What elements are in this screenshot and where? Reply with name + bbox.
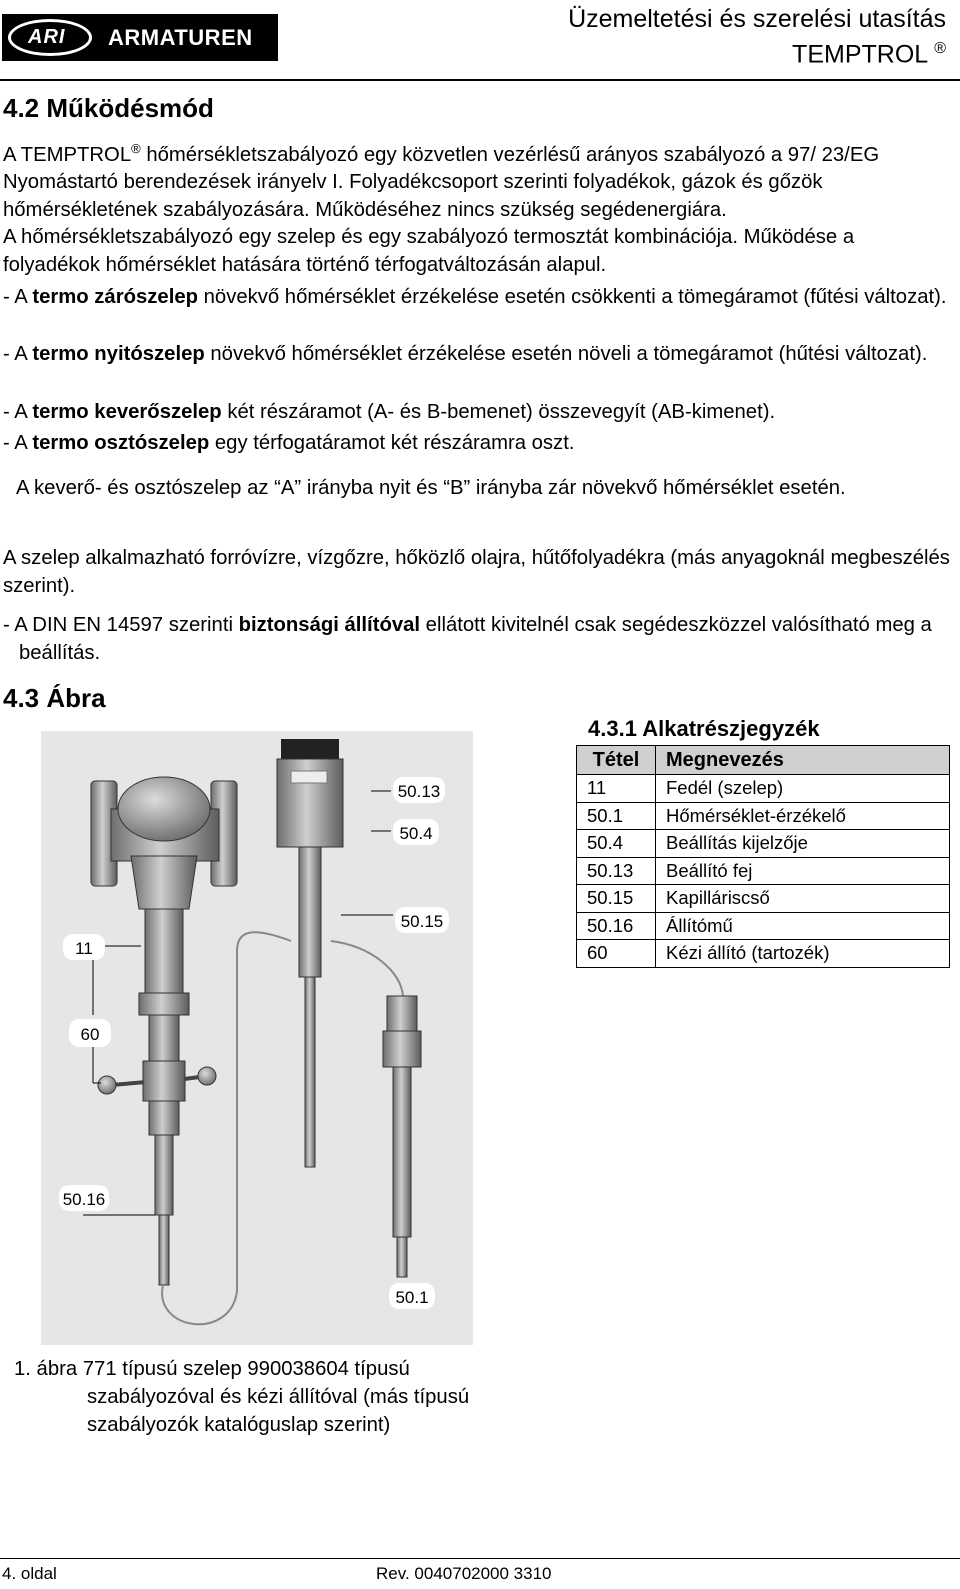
list-item: - A termo osztószelep egy térfogatáramot két részáramra oszt. [3, 432, 575, 454]
list-item: - A termo zárószelep növekvő hőmérséklet érzékelése esetén csökkenti a tömegáramot (fűtési változat). [3, 286, 947, 308]
caption-line: 1. ábra 771 típusú szelep 990038604 típusú [14, 1358, 410, 1380]
product-name-text: TEMPTROL [792, 40, 928, 69]
parts-table [576, 745, 950, 968]
document-title-line: Üzemeltetési és szerelési utasítás [568, 5, 946, 33]
intro-text-a: A TEMPTROL [3, 143, 132, 166]
intro-text-b: hőmérsékletszabályozó egy közvetlen vezérlésű arányos szabályozó a 97/ 23/EG Nyomástartó berendezések irányelv I. Folyadékcsoport szerinti folyadékok, gázok és gőzök hőmérsékletének szabályozására. Működéséhez nincs szükség segédenergiára. [3, 143, 880, 221]
list-item: - A termo keverőszelep két részáramot (A- és B-bemenet) összevegyít (AB-kimenet). [3, 401, 776, 423]
figure-label: 50.16 [62, 1190, 106, 1209]
list-item: - A termo nyitószelep növekvő hőmérséklet érzékelése esetén növeli a tömegáramot (hűtési változat). [3, 343, 928, 365]
table-row: 50.4 Beállítás kijelzője [577, 830, 950, 858]
paragraph-mixing: A keverő- és osztószelep az “A” irányba nyit és “B” irányba zár növekvő hőmérséklet esetén. [16, 477, 846, 499]
product-name [568, 34, 946, 69]
logo-mark-text: ARI [28, 26, 66, 48]
parts-list-heading: 4.3.1 Alkatrészjegyzék [588, 716, 820, 741]
figure-caption [14, 1355, 574, 1439]
caption-line: szabályozóval és kézi állítóval (más típusú [87, 1386, 470, 1408]
page-number: 4. oldal [2, 1564, 57, 1583]
registered-mark: ® [934, 40, 946, 57]
intro-registered-mark: ® [131, 141, 141, 156]
paragraph-safety: - A DIN EN 14597 szerinti biztonsági állítóval ellátott kivitelnél csak segédeszközzel valósítható meg a beállítás. [3, 614, 932, 664]
logo-brand-text: ARMATUREN [108, 25, 253, 50]
table-row: 60 Kézi állító (tartozék) [577, 940, 950, 968]
caption-line: szabályozók katalóguslap szerint) [87, 1414, 391, 1436]
revision-number: Rev. 0040702000 3310 [376, 1564, 552, 1583]
paragraph-application: A szelep alkalmazható forróvízre, vízgőzre, hőközlő olajra, hűtőfolyadékra (más anyagoknál megbeszélés szerint). [3, 547, 950, 597]
table-row: 50.16 Állítómű [577, 912, 950, 940]
footer-rule [0, 1558, 960, 1559]
column-header-item: Tétel [577, 746, 656, 775]
table-header-row [577, 746, 950, 775]
figure-label: 50.1 [395, 1288, 429, 1307]
header-rule [0, 79, 960, 81]
valve-illustration [41, 731, 473, 1345]
figure-label: 60 [80, 1025, 100, 1044]
table-row: 50.15 Kapilláriscső [577, 885, 950, 913]
table-row: 11 Fedél (szelep) [577, 775, 950, 803]
figure-label: 50.13 [397, 782, 441, 801]
paragraph-combination: A hőmérsékletszabályozó egy szelep és egy szabályozó termosztát kombinációja. Működése a folyadékok hőmérséklet hatására történő térfogatváltozásán alapul. [3, 226, 855, 276]
section-heading-4-2: 4.2 Működésmód [3, 93, 214, 123]
paragraph-intro [3, 135, 955, 224]
table-row: 50.13 Beállító fej [577, 857, 950, 885]
valve-figure [41, 731, 473, 1345]
document-title [568, 4, 946, 69]
column-header-name: Megnevezés [656, 746, 950, 775]
figure-label: 11 [75, 939, 93, 958]
figure-label: 50.4 [399, 824, 433, 843]
ari-armaturen-logo [2, 14, 278, 61]
section-heading-4-3: 4.3 Ábra [3, 683, 106, 713]
table-row: 50.1 Hőmérséklet-érzékelő [577, 802, 950, 830]
figure-label: 50.15 [400, 912, 444, 931]
